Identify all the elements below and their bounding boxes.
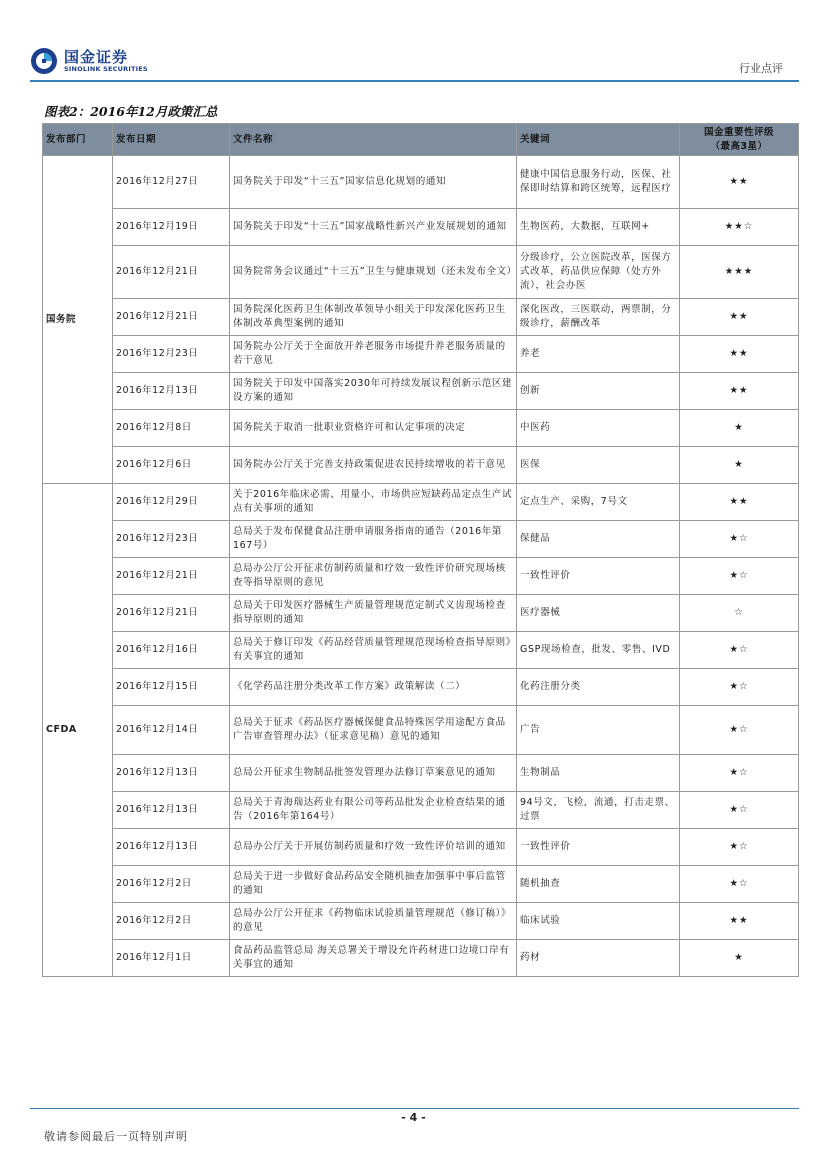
title-cell: 国务院办公厅关于完善支持政策促进农民持续增收的若干意见	[230, 447, 517, 484]
keywords-cell: 一致性评价	[517, 829, 680, 866]
date-cell: 2016年12月21日	[113, 246, 230, 299]
keywords-cell: 广告	[517, 706, 680, 755]
table-row	[43, 209, 799, 246]
date-cell: 2016年12月29日	[113, 484, 230, 521]
title-cell: 总局关于发布保健食品注册申请服务指南的通告（2016年第167号）	[230, 521, 517, 558]
table-row	[43, 246, 799, 299]
rating-cell: ★☆	[680, 866, 799, 903]
date-cell: 2016年12月2日	[113, 866, 230, 903]
figure-title: 图表2：2016年12月政策汇总	[44, 104, 218, 119]
table-row	[43, 903, 799, 940]
policy-summary-table	[42, 123, 799, 977]
table-row	[43, 521, 799, 558]
rating-cell: ★☆	[680, 521, 799, 558]
rating-cell: ★★☆	[680, 209, 799, 246]
rating-cell: ★☆	[680, 792, 799, 829]
rating-cell: ★☆	[680, 829, 799, 866]
title-cell: 总局关于修订印发《药品经营质量管理规范现场检查指导原则》有关事宜的通知	[230, 632, 517, 669]
page-header	[0, 0, 827, 100]
rating-cell: ★☆	[680, 755, 799, 792]
title-cell: 总局公开征求生物制品批签发管理办法修订草案意见的通知	[230, 755, 517, 792]
table-row	[43, 669, 799, 706]
date-cell: 2016年12月23日	[113, 521, 230, 558]
keywords-cell: 健康中国信息服务行动，医保、社保即时结算和跨区统筹，远程医疗	[517, 156, 680, 209]
date-cell: 2016年12月21日	[113, 299, 230, 336]
keywords-cell: 创新	[517, 373, 680, 410]
keywords-cell: 94号文，飞检，流通，打击走票、过票	[517, 792, 680, 829]
table-row	[43, 373, 799, 410]
sinolink-logo	[30, 44, 160, 78]
header-dept: 发布部门	[43, 124, 113, 156]
date-cell: 2016年12月15日	[113, 669, 230, 706]
keywords-cell: 保健品	[517, 521, 680, 558]
header-rating-line2: （最高3星）	[710, 140, 768, 152]
date-cell: 2016年12月2日	[113, 903, 230, 940]
footer-divider	[30, 1108, 799, 1109]
keywords-cell: 深化医改，三医联动，两票制，分级诊疗，薪酬改革	[517, 299, 680, 336]
keywords-cell: 临床试验	[517, 903, 680, 940]
document-type: 行业点评	[739, 62, 783, 75]
table-row	[43, 829, 799, 866]
table-row	[43, 755, 799, 792]
table-row	[43, 940, 799, 977]
title-cell: 国务院常务会议通过“十三五”卫生与健康规划（还未发布全文）	[230, 246, 517, 299]
table-row	[43, 558, 799, 595]
date-cell: 2016年12月27日	[113, 156, 230, 209]
sinolink-logo-icon	[30, 47, 58, 75]
keywords-cell: GSP现场检查，批发、零售、IVD	[517, 632, 680, 669]
table-row	[43, 706, 799, 755]
rating-cell: ★★	[680, 156, 799, 209]
header-rating-line1: 国金重要性评级	[703, 126, 774, 138]
keywords-cell: 医保	[517, 447, 680, 484]
title-cell: 总局关于印发医疗器械生产质量管理规范定制式义齿现场检查指导原则的通知	[230, 595, 517, 632]
rating-cell: ★★	[680, 484, 799, 521]
rating-cell: ★★	[680, 903, 799, 940]
date-cell: 2016年12月21日	[113, 558, 230, 595]
title-cell: 国务院深化医药卫生体制改革领导小组关于印发深化医药卫生体制改革典型案例的通知	[230, 299, 517, 336]
title-cell: 国务院关于取消一批职业资格许可和认定事项的决定	[230, 410, 517, 447]
date-cell: 2016年12月23日	[113, 336, 230, 373]
keywords-cell: 定点生产、采购，7号文	[517, 484, 680, 521]
title-cell: 国务院办公厅关于全面放开养老服务市场提升养老服务质量的若干意见	[230, 336, 517, 373]
header-rating	[680, 124, 799, 156]
keywords-cell: 生物医药，大数据，互联网+	[517, 209, 680, 246]
table-row	[43, 299, 799, 336]
header-date: 发布日期	[113, 124, 230, 156]
footer-disclaimer: 敬请参阅最后一页特别声明	[44, 1130, 188, 1143]
title-cell: 总局办公厅关于开展仿制药质量和疗效一致性评价培训的通知	[230, 829, 517, 866]
title-cell: 国务院关于印发“十三五”国家信息化规划的通知	[230, 156, 517, 209]
page-number: - 4 -	[401, 1111, 426, 1124]
date-cell: 2016年12月13日	[113, 755, 230, 792]
keywords-cell: 中医药	[517, 410, 680, 447]
rating-cell: ★☆	[680, 706, 799, 755]
date-cell: 2016年12月13日	[113, 373, 230, 410]
dept-cell: 国务院	[43, 156, 113, 484]
date-cell: 2016年12月16日	[113, 632, 230, 669]
date-cell: 2016年12月14日	[113, 706, 230, 755]
title-cell: 总局办公厅公开征求《药物临床试验质量管理规范（修订稿）》的意见	[230, 903, 517, 940]
table-row	[43, 156, 799, 209]
title-cell: 《化学药品注册分类改革工作方案》政策解读（二）	[230, 669, 517, 706]
title-cell: 总局关于征求《药品医疗器械保健食品特殊医学用途配方食品广告审查管理办法》（征求意见稿）意见的通知	[230, 706, 517, 755]
keywords-cell: 化药注册分类	[517, 669, 680, 706]
rating-cell: ★☆	[680, 558, 799, 595]
date-cell: 2016年12月8日	[113, 410, 230, 447]
date-cell: 2016年12月6日	[113, 447, 230, 484]
table-row	[43, 595, 799, 632]
keywords-cell: 随机抽查	[517, 866, 680, 903]
title-cell: 总局关于青海瑞达药业有限公司等药品批发企业检查结果的通告（2016年第164号）	[230, 792, 517, 829]
logo-chinese-name: 国金证券	[64, 48, 129, 66]
rating-cell: ★★	[680, 373, 799, 410]
rating-cell: ★★	[680, 299, 799, 336]
date-cell: 2016年12月1日	[113, 940, 230, 977]
title-cell: 总局关于进一步做好食品药品安全随机抽查加强事中事后监管的通知	[230, 866, 517, 903]
table-row	[43, 336, 799, 373]
rating-cell: ☆	[680, 595, 799, 632]
logo-english-name: SINOLINK SECURITIES	[64, 65, 148, 73]
table-row	[43, 792, 799, 829]
title-cell: 关于2016年临床必需、用量小、市场供应短缺药品定点生产试点有关事项的通知	[230, 484, 517, 521]
header-title: 文件名称	[230, 124, 517, 156]
keywords-cell: 医疗器械	[517, 595, 680, 632]
date-cell: 2016年12月13日	[113, 829, 230, 866]
rating-cell: ★	[680, 447, 799, 484]
keywords-cell: 分级诊疗，公立医院改革，医保方式改革，药品供应保障（处方外流），社会办医	[517, 246, 680, 299]
title-cell: 总局办公厅公开征求仿制药质量和疗效一致性评价研究现场核查等指导原则的意见	[230, 558, 517, 595]
table-row	[43, 447, 799, 484]
date-cell: 2016年12月19日	[113, 209, 230, 246]
keywords-cell: 药材	[517, 940, 680, 977]
rating-cell: ★★★	[680, 246, 799, 299]
rating-cell: ★	[680, 410, 799, 447]
table-row	[43, 410, 799, 447]
rating-cell: ★☆	[680, 669, 799, 706]
table-header-row	[43, 124, 799, 156]
keywords-cell: 一致性评价	[517, 558, 680, 595]
header-divider	[30, 80, 799, 82]
header-keywords: 关键词	[517, 124, 680, 156]
keywords-cell: 生物制品	[517, 755, 680, 792]
table-row	[43, 484, 799, 521]
title-cell: 国务院关于印发“十三五”国家战略性新兴产业发展规划的通知	[230, 209, 517, 246]
dept-cell: CFDA	[43, 484, 113, 977]
table-row	[43, 866, 799, 903]
rating-cell: ★★	[680, 336, 799, 373]
title-cell: 食品药品监管总局 海关总署关于增设允许药材进口边境口岸有关事宜的通知	[230, 940, 517, 977]
title-cell: 国务院关于印发中国落实2030年可持续发展议程创新示范区建设方案的通知	[230, 373, 517, 410]
date-cell: 2016年12月21日	[113, 595, 230, 632]
rating-cell: ★	[680, 940, 799, 977]
date-cell: 2016年12月13日	[113, 792, 230, 829]
rating-cell: ★☆	[680, 632, 799, 669]
keywords-cell: 养老	[517, 336, 680, 373]
table-row	[43, 632, 799, 669]
